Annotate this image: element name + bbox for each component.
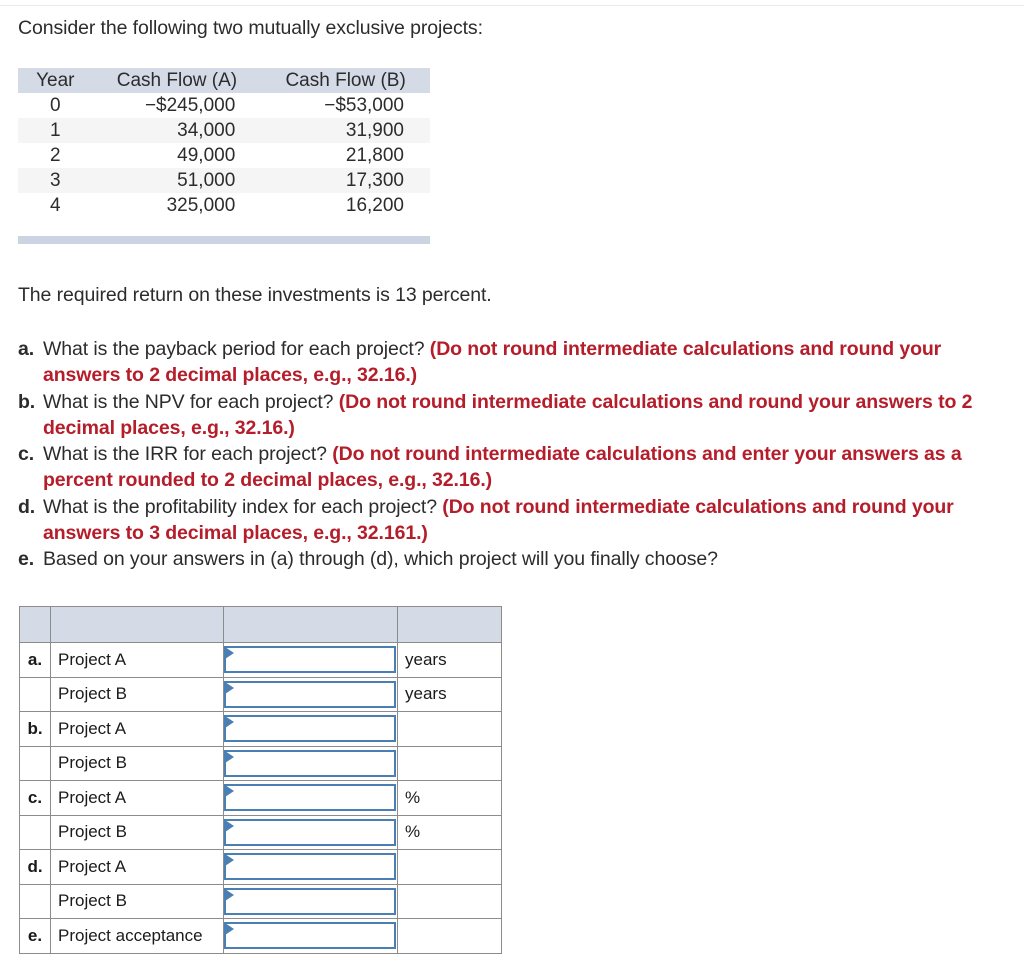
cell-cash-flow-b: 21,800	[345, 145, 404, 166]
answer-input-cell[interactable]	[224, 815, 398, 850]
cell-year: 4	[50, 195, 61, 216]
question-text: Based on your answers in (a) through (d), which project will you finally choose?	[43, 548, 718, 571]
answer-input-cell[interactable]	[224, 643, 398, 678]
answer-row-unit	[398, 919, 502, 954]
answer-input-cell[interactable]	[224, 884, 398, 919]
cell-cash-flow-b: 31,900	[261, 118, 430, 143]
answer-row-d-project-a	[20, 850, 502, 885]
cell-cash-flow-a: 325,000	[166, 195, 236, 216]
answer-row-e-project-acceptance	[20, 919, 502, 954]
cell-cash-flow-a: 34,000	[93, 118, 262, 143]
answer-row-c-project-a	[20, 781, 502, 816]
answer-input-cell[interactable]	[224, 850, 398, 885]
question-note: (Do not round intermediate calculations and round your answers to 3 decimal places, e.g., 32.161.)	[43, 495, 954, 545]
question-note: (Do not round intermediate calculations and enter your answers as a percent rounded to 2 decimal places, e.g., 32.16.)	[43, 443, 962, 492]
cell-year: 1	[18, 118, 93, 143]
answer-row-letter: d.	[20, 850, 51, 885]
irr-project-b-input[interactable]	[224, 819, 396, 846]
top-divider	[0, 5, 1024, 6]
question-marker: b.	[18, 390, 36, 413]
question-item-b	[18, 389, 1008, 442]
cell-cash-flow-b: −$53,000	[324, 95, 404, 116]
answer-row-letter	[20, 746, 51, 781]
question-item-a	[18, 336, 1008, 389]
answer-row-letter	[20, 815, 51, 850]
answer-row-label: Project A	[51, 712, 224, 747]
answer-entry-table	[19, 606, 502, 954]
profitability-index-project-a-input[interactable]	[224, 853, 396, 880]
answer-row-b-project-a	[20, 712, 502, 747]
answer-row-unit: years	[398, 677, 502, 712]
answer-input-cell[interactable]	[224, 712, 398, 747]
answer-row-a-project-a	[20, 643, 502, 678]
question-text: What is the NPV for each project?	[43, 390, 339, 413]
question-text: What is the IRR for each project?	[43, 443, 333, 466]
question-marker: a.	[18, 338, 35, 360]
answer-row-d-project-b	[20, 884, 502, 919]
project-acceptance-input[interactable]	[224, 922, 396, 949]
table-row	[18, 118, 430, 143]
question-text: What is the payback period for each project?	[43, 338, 430, 360]
cell-cash-flow-a: 49,000	[177, 145, 236, 166]
question-item-e	[18, 546, 1008, 572]
answer-row-label: Project A	[51, 850, 224, 885]
answer-row-label: Project B	[51, 815, 224, 850]
question-item-c	[18, 441, 1008, 494]
answer-row-label: Project A	[51, 643, 224, 678]
npv-project-b-input[interactable]	[224, 750, 396, 777]
cell-cash-flow-b: 17,300	[261, 168, 430, 193]
answer-input-cell[interactable]	[224, 746, 398, 781]
column-header-year: Year	[18, 68, 93, 93]
answer-header-input	[224, 607, 398, 643]
npv-project-a-input[interactable]	[224, 715, 396, 742]
required-return-text: The required return on these investments is 13 percent.	[18, 284, 492, 306]
question-note: (Do not round intermediate calculations and round your answers to 2 decimal places, e.g., 32.16.)	[43, 390, 973, 439]
answer-row-letter: e.	[20, 919, 51, 954]
answer-row-b-project-b	[20, 746, 502, 781]
answer-header-unit	[398, 607, 502, 643]
answer-row-label: Project acceptance	[51, 919, 224, 954]
table-row	[18, 143, 430, 168]
payback-project-a-input[interactable]	[224, 646, 396, 673]
payback-project-b-input[interactable]	[224, 681, 396, 708]
cell-cash-flow-b: 16,200	[345, 195, 404, 216]
table-row	[18, 168, 430, 193]
answer-header-label	[51, 607, 224, 643]
answer-row-a-project-b	[20, 677, 502, 712]
cash-flow-table	[18, 68, 430, 218]
intro-text: Consider the following two mutually exclusive projects:	[18, 17, 483, 39]
answer-row-letter: c.	[20, 781, 51, 816]
cash-flow-table-footer-bar	[18, 236, 430, 244]
answer-row-label: Project B	[51, 746, 224, 781]
question-item-d	[18, 494, 1008, 547]
answer-row-unit: %	[398, 815, 502, 850]
answer-row-letter: a.	[20, 643, 51, 678]
question-marker: e.	[18, 548, 35, 571]
answer-row-unit	[398, 884, 502, 919]
answer-row-unit	[398, 712, 502, 747]
question-marker: d.	[18, 495, 36, 518]
irr-project-a-input[interactable]	[224, 784, 396, 811]
column-header-cash-flow-b: Cash Flow (B)	[261, 68, 430, 93]
cell-year: 2	[50, 145, 61, 166]
answer-header-letter	[20, 607, 51, 643]
table-row	[18, 193, 430, 218]
answer-input-cell[interactable]	[224, 677, 398, 712]
cell-year: 0	[50, 95, 61, 116]
answer-row-letter	[20, 677, 51, 712]
answer-row-letter	[20, 884, 51, 919]
answer-input-cell[interactable]	[224, 919, 398, 954]
question-note: (Do not round intermediate calculations and round your answers to 2 decimal places, e.g., 32.16.)	[43, 338, 942, 387]
question-list	[18, 336, 1008, 573]
answer-row-label: Project B	[51, 884, 224, 919]
answer-table-header-row	[20, 607, 502, 643]
question-marker: c.	[18, 443, 35, 466]
cell-cash-flow-a: 51,000	[93, 168, 262, 193]
answer-row-unit	[398, 850, 502, 885]
answer-row-label: Project A	[51, 781, 224, 816]
question-text: What is the profitability index for each project?	[43, 495, 443, 518]
cell-cash-flow-a: −$245,000	[144, 95, 236, 116]
answer-input-cell[interactable]	[224, 781, 398, 816]
column-header-cash-flow-a: Cash Flow (A)	[93, 68, 262, 93]
answer-row-unit: %	[398, 781, 502, 816]
answer-row-c-project-b	[20, 815, 502, 850]
answer-row-unit	[398, 746, 502, 781]
profitability-index-project-b-input[interactable]	[224, 888, 396, 915]
answer-row-letter: b.	[20, 712, 51, 747]
answer-row-unit: years	[398, 643, 502, 678]
cash-flow-header-row	[18, 68, 430, 93]
answer-row-label: Project B	[51, 677, 224, 712]
cell-year: 3	[18, 168, 93, 193]
table-row	[18, 93, 430, 118]
